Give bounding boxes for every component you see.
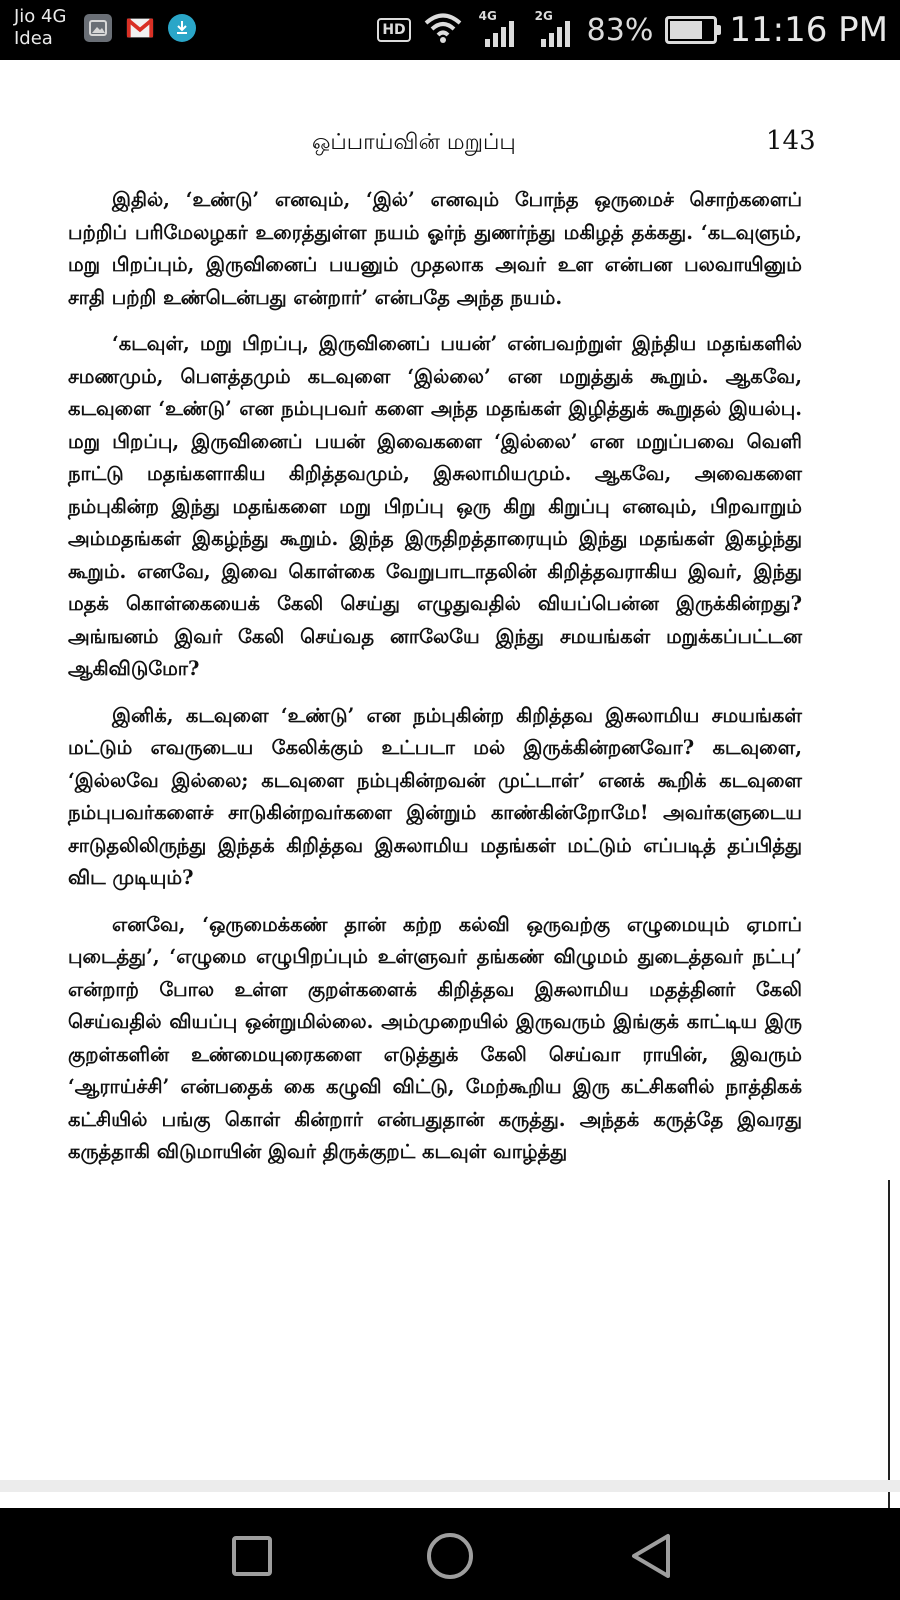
navigation-bar	[0, 1508, 900, 1600]
home-icon[interactable]	[424, 1530, 476, 1582]
page-header	[0, 126, 900, 166]
paragraph-3: இனிக், கடவுளை ‘உண்டு’ என நம்புகின்ற கிறித்தவ இசுலாமிய சமயங்கள் மட்டும் எவருடைய கேலிக்கும் உட்படா மல் இருக்கின்றனவோ? கடவுளை, ‘இல்லவே இல்லை; கடவுளை நம்புகின்றவன் முட்டாள்’ எனக் கூறிக் கடவுளை நம்புபவர்களைச் சாடுகின்றவர்களை இன்றும் காண்கின்றோமே! அவர்களுடைய சாடுதலிலிருந்து இந்தக் கிறித்தவ இசுலாமிய மதங்கள் மட்டும் எப்படித் தப்பித்து விட முடியும்?	[68, 703, 802, 889]
paragraph-1: இதில், ‘உண்டு’ எனவும், ‘இல்’ எனவும் போந்த ஒருமைச் சொற்களைப் பற்றிப் பரிமேலழகர் உரைத்துள்ள நயம் ஓர்ந் துணர்ந்து மகிழத் தக்கது. ‘கடவுளும், மறு பிறப்பும், இருவினைப் பயனும் முதலாக அவர் உள என்பன பலவாயினும் சாதி பற்றி உண்டென்பது என்றார்’ என்பதே அந்த நயம்.	[68, 188, 802, 309]
wifi-icon	[423, 12, 463, 48]
gmail-icon	[126, 14, 154, 42]
network-2g-label: 2G	[534, 9, 553, 23]
running-header-title: ஒப்பாய்வின் மறுப்பு	[312, 130, 516, 155]
back-icon[interactable]	[626, 1530, 678, 1582]
status-bar	[0, 0, 900, 60]
clock: 11:16 PM	[729, 10, 888, 50]
signal-4g-icon	[475, 11, 519, 49]
network-4g-label: 4G	[478, 9, 497, 23]
page-number: 143	[766, 126, 816, 156]
battery-fill	[670, 21, 702, 39]
signal-2g-icon	[531, 11, 575, 49]
battery-icon	[665, 16, 717, 44]
page-divider	[0, 1480, 900, 1492]
paragraph-2: ‘கடவுள், மறு பிறப்பு, இருவினைப் பயன்’ என்பவற்றுள் இந்திய மதங்களில் சமணமும், பௌத்தமும் கடவுளை ‘இல்லை’ என மறுத்துக் கூறும். ஆகவே, கடவுளை ‘உண்டு’ என நம்புபவர் களை அந்த மதங்கள் இழித்துக் கூறுதல் இயல்பு. மறு பிறப்பு, இருவினைப் பயன் இவைகளை ‘இல்லை’ என மறுப்பவை வெளி நாட்டு மதங்களாகிய கிறித்தவமும், இசுலாமியமும். ஆகவே, அவைகளை நம்புகின்ற இந்து மதங்களை மறு பிறப்பு ஒரு கிறு கிறுப்பு எனவும், பிறவாறும் அம்மதங்கள் இகழ்ந்து கூறும். இந்த இருதிறத்தாரையும் இந்து மதங்கள் இகழ்ந்து கூறும். எனவே, இவை கொள்கை வேறுபாடாதலின் கிறித்தவராகிய இவர், இந்து மதக் கொள்கையைக் கேலி செய்து எழுதுவதில் வியப்பென்ன இருக்கின்றது? அங்ஙனம் இவர் கேலி செய்வத னாலேயே இந்து சமயங்கள் மறுக்கப்பட்டன ஆகிவிடுமோ?	[68, 332, 802, 680]
carrier-line-1: Jio 4G	[14, 6, 67, 27]
body-text	[68, 184, 802, 1183]
gallery-icon	[84, 14, 112, 42]
hd-voice-badge: HD	[377, 18, 410, 42]
status-indicators	[377, 8, 888, 52]
download-icon	[168, 14, 196, 42]
document-page[interactable]	[0, 60, 900, 1480]
recent-apps-icon[interactable]	[226, 1530, 278, 1582]
battery-percent: 83%	[586, 12, 654, 48]
carrier-label	[14, 6, 66, 50]
carrier-line-2: Idea	[14, 28, 53, 49]
paragraph-4: எனவே, ‘ஒருமைக்கண் தான் கற்ற கல்வி ஒருவற்கு எழுமையும் ஏமாப் புடைத்து’, ‘எழுமை எழுபிறப்பும் உள்ளுவர் தங்கண் விழுமம் துடைத்தவர் நட்பு’ என்றாற் போல உள்ள குறள்களைக் கிறித்தவ இசுலாமிய மதத்தினர் கேலி செய்வதில் வியப்பு ஒன்றுமில்லை. அம்முறையில் இருவரும் இங்குக் காட்டிய இரு குறள்களின் உண்மையுரைகளை எடுத்துக் கேலி செய்வா ராயின், இவரும் ‘ஆராய்ச்சி’ என்பதைக் கை கழுவி விட்டு, மேற்கூறிய இரு கட்சிகளில் நாத்திகக் கட்சியில் பங்கு கொள் கின்றார் என்பதுதான் கருத்து. அந்தக் கருத்தே இவரது கருத்தாகி விடுமாயின் இவர் திருக்குறட் கடவுள் வாழ்த்து	[68, 912, 802, 1163]
notification-icons	[84, 14, 196, 42]
